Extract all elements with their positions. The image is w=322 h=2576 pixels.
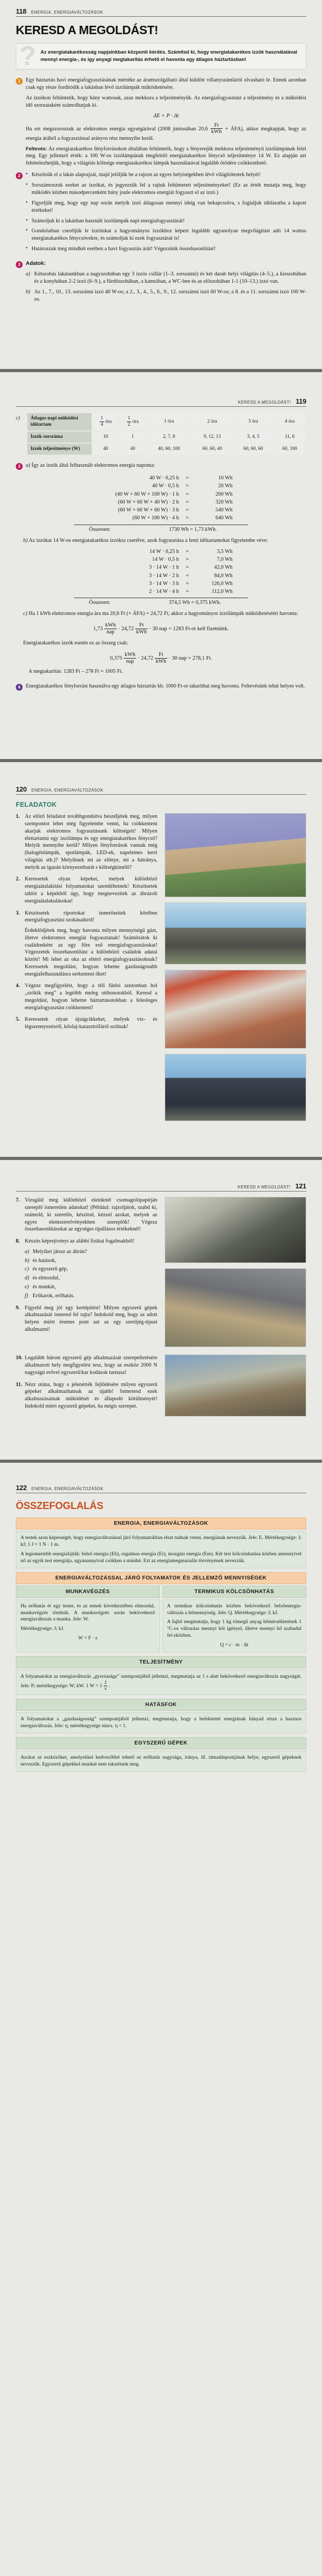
page-119 [0, 372, 322, 762]
cost-incandescent-formula: 1,73 $\frac{\text{kWh}}{\text{nap}}$ · 24,72 $\frac{Ft}{\text{kWh}}$ · 30 nap = 1283 Ft-ot kell fizetnünk. [93, 622, 229, 635]
tasks-right-column [165, 813, 306, 1121]
section-label: KERESD A MEGOLDÁST! [238, 400, 291, 405]
row-header: Átlagos napi működési időtartam [27, 413, 92, 430]
data-heading: Adatok: [26, 261, 46, 266]
header-rule [16, 794, 306, 795]
table-cell: 60, 60, 40 [192, 444, 232, 455]
running-head-121 [0, 1182, 322, 1190]
step-4 [16, 683, 306, 691]
kwh-per-day-fraction: $\frac{\text{kWh}}{\text{nap}}$ [105, 622, 116, 635]
task-item: Készítsetek riportokat ismerőseitek körében energiafogyasztási szokásaikról! Érdeklődjétek meg, hogy havonta milyen mennyiségű gázt, illetve elektromos energiát fogyasztanak! Számítsátok ki családonként az egy főre eső energiafogyasztásukat! Végezzetek összehasonlítást a különböző családok adatai között! Mi lehet az oka az eltérő energiafogyasztásoknak? Keressetek megoldást, hogyan lehetne gazdaságosabb energiafelhasználásra serkenteni őket! [25, 910, 157, 977]
conclusion-text: Energiatakarékos fényforrást használva egy átlagos háztartás kb. 1000 Ft-ot takaríthat meg havonta. Feltevésünk tehát helyes volt. [26, 683, 305, 690]
list-item: • Számoljuk ki a lakásban használt izzólámpák napi energiafogyasztását! [26, 218, 306, 225]
section-label: ENERGIA, ENERGIAVÁLTOZÁSOK [31, 10, 103, 15]
list-item: • Készítsük el a lakás alaprajzát, majd jelöljük be a rajzon az egyes helyiségekben lévő világítótestek helyét! [26, 171, 306, 179]
energy-definition: A testek azon képességét, hogy energiaváltozással járó folyamatokban részt tudnak venni, energiának nevezzük. Jele: E. Mértékegysége: J; kJ; 1 J = 1 N · 1 m. A legismertebb energiafajták: belső energia (Eb), rugalmas energia (Er), mozgási energia (Em). Két test kölcsönhatása közben amennyivel nő az egyik test energiája, ugyanannyival csökken a másiké. Ezt az energiamegmaradás törvényének nevezzük. [16, 1531, 306, 1568]
total-row: Összesen: 374,5 Wh = 0,375 kWh. [89, 600, 221, 606]
task-item: Keressetek olyan újságcikkeket, melyek víz- és légszennyezésről, kőolaj-katasztrófáról szólnak! [25, 1017, 157, 1030]
page-118 [0, 7, 322, 372]
calc-incandescent [16, 474, 306, 532]
table-row [27, 444, 305, 455]
ft-per-kwh-fraction: $\frac{Ft}{\text{kWh}}$ [136, 622, 147, 635]
calc-row: 40 W · 0,5 h = 20 Wh [152, 483, 233, 489]
tasks-two-column [16, 813, 306, 1121]
table-cell: 1 [119, 432, 145, 443]
table-cell: 3, 4, 5 [233, 432, 273, 443]
question-mark-icon: ? [19, 41, 36, 71]
kwh-per-day-fraction: $\frac{\text{kWh}}{\text{nap}}$ [124, 651, 136, 664]
running-head-119 [0, 397, 322, 405]
calc-row: (40 W + 60 W + 100 W) · 1 h = 200 Wh [115, 491, 233, 497]
list-item: • Figyeljük meg, hogy egy nap során melyik izzó átlagosan mennyi ideig van bekapcsolva, s foglaljuk táblázatba a kapott értékeket! [26, 200, 306, 214]
list-item: a) Melyiket játssz az ábrán? [25, 1248, 87, 1255]
table-cell: 10 [93, 432, 118, 443]
efficiency-section [16, 1699, 306, 1733]
running-head-122 [0, 1484, 322, 1492]
ft-per-kwh-fraction: $\frac{Ft}{\text{kWh}}$ [155, 651, 167, 664]
table-cell: 2 óra [192, 413, 232, 430]
heat-formula: Q = c · m · Δt [220, 1641, 249, 1648]
list-item: • Határozzuk meg mindkét esetben a havi fogyasztás árát! Végezzünk összehasonlítást! [26, 245, 306, 253]
list-item: a) Kétszobás lakásunkban a nagyszobában egy 3 izzós csillár (1–3. sorszámú) és két darab helyi világítás (4–5.), a kisszobában és a konyhában 2-2 izzó (6–9.), a fürdőszobában, a kamrában, a WC-ben és az előszobában 1-1 (10–13.) izzó van. [26, 271, 306, 284]
thermal-definition: A termikus kölcsönhatás közben bekövetkező belsőenergia-változás a hőmennyiség. Jele: Q. Mértékegysége: J; kJ. A fajhő megmutatja, hogy 1 kg tömegű anyag hőmérsékletének 1 °C-os változása mennyi hőt igényel, illetve mennyi hő szabadul fel eközben. Q = c · m · Δt [163, 1599, 307, 1653]
data-list [26, 271, 306, 303]
step1-p2: Az izzókon feltüntetik, hogy hány wattosak, azaz mekkora a teljesítményük. Az energiafogyasztást a teljesítmény és a működési idő szorzataként számolhatjuk ki. [26, 95, 306, 108]
assumption-label: Feltevés: [26, 145, 47, 151]
page-number: 121 [295, 1182, 306, 1190]
task-item: Készíts képrejtvényt az alábbi fizikai fogalmakból! a) Melyiket játssz az ábrán? b) és hatások, c) és egyszerű gép, d) és elmozdul, e) és munkát, f) Erőkarok, erőhatás. [16, 1238, 157, 1299]
row-header: Izzók sorszáma [27, 432, 92, 443]
list-item: b) Az 1., 7., 10., 13. sorszámú izzó 40 W-os; a 2., 3., 4., 5., 6., 9., 12. sorszámú izzó 60 W-os; a 8. és a 11. sorszámú izzó 100 W-os. [26, 289, 306, 302]
energy-bar-title: ENERGIA, ENERGIAVÁLTOZÁSOK [16, 1517, 306, 1530]
table-cell: 3 óra [233, 413, 273, 430]
work-title: MUNKAVÉGZÉS [16, 1586, 160, 1598]
process-body-row [16, 1599, 306, 1653]
calc-cfl [16, 548, 306, 606]
list-item: c) és egyszerű gép, [25, 1266, 68, 1272]
result-b-intro: b) Az izzókat 14 W-os energiatakarékos izzókra cserélve, azok fogyasztása a fenti időtartamokat figyelembe véve: [23, 537, 268, 543]
table-row [27, 413, 305, 430]
task-list [16, 813, 157, 1031]
tasks-right-column-121 [165, 1197, 306, 1347]
result-c-intro: c) Ha 1 kWh elektromos energia ára ma 20,6 Ft (+ ÁFA) = 24,72 Ft, akkor a hagyományos izzólámpák működtetéséért havonta: [23, 611, 298, 617]
summary-title: ÖSSZEFOGLALÁS [16, 1501, 104, 1512]
work-formula: W = F · s [78, 1635, 97, 1641]
efficiency-definition: A folyamatokat a „gazdaságosság” szempontjából jellemzi, megmutatja, hogy a befektetett energiának hányad része a hasznos energiaváltozás. Jele: η; mértékegysége nincs. η < 1. [16, 1712, 306, 1733]
task-item: Legalább három egyszerű gép alkalmazását szerepeltetésére alkalmazott hely megfigyelést tesz, hogy az eszköz 2000 N nagyságú erővel egyszerű/kar kodások turnusa! [25, 1355, 157, 1376]
section-label: KERESD A MEGOLDÁST! [237, 1185, 291, 1190]
machines-bar-title: EGYSZERŰ GÉPEK [16, 1737, 306, 1749]
table-cell: 9, 12, 13 [192, 432, 232, 443]
calc-row: 2 · 14 W · 4 h = 112,0 Wh [149, 589, 233, 595]
efficiency-bar-title: HATÁSFOK [16, 1699, 306, 1711]
cost-cfl-intro: Energiatakarékos izzók esetén ez az összeg csak: [23, 640, 128, 646]
tasks-left-column [16, 813, 157, 1121]
feladatok-heading: FELADATOK [16, 801, 57, 809]
step-3 [16, 260, 306, 306]
total-row: Összesen: 1730 Wh = 1,73 kWh. [89, 526, 217, 532]
list-item: f) Erőkarok, erőhatás. [25, 1292, 75, 1299]
task-item: Keressetek olyan képeket, melyek különböző energiaátalakítási folyamatokat szemléltetnek! Készítsetek tablót a képekből úgy, hogy megnevezitek az ábrázolt energiaátalakulásokat! [25, 876, 157, 904]
step-3-results [16, 462, 306, 470]
table-cell: 11, 6 [274, 432, 305, 443]
page-number: 118 [16, 7, 27, 15]
table-cell: 40 [93, 444, 118, 455]
table-cell: $\frac{1}{4}$ óra [93, 413, 118, 430]
wheelbarrow-photo [165, 1354, 306, 1417]
page-120 [0, 762, 322, 1160]
tasks-two-column-121-lower [16, 1354, 306, 1417]
crane-photo [165, 1268, 306, 1347]
list-item: d) és elmozdul, [25, 1275, 60, 1281]
calc-row: 14 W · 0,25 h = 3,5 Wh [149, 548, 233, 555]
tasks-two-column-121 [16, 1197, 306, 1347]
house-insulation-photo [165, 970, 306, 1049]
tasks-left-column-121 [16, 1197, 157, 1347]
table-cell: 40 [119, 444, 145, 455]
calc-row: 3 · 14 W · 3 h = 126,0 Wh [149, 580, 233, 587]
calc-row: (60 W + 60 W + 60 W) · 3 h = 540 Wh [118, 507, 233, 514]
table-cell: 60, 100 [274, 444, 305, 455]
calc-row: (60 W + 100 W) · 4 h = 640 Wh [132, 515, 233, 521]
table-cell: 2, 7, 8 [147, 432, 191, 443]
machines-definition: Azokat az eszközöket, amelyekkel kedvezőbbé tehető az erőhatás nagysága, iránya, ill. támadáspontjának helye, egyszerű gépeknek nevezzük. Egyszerű gépekkel munkát nem takarítunk meg. [16, 1751, 306, 1772]
tasks-right-column-121b [165, 1354, 306, 1417]
calc-row: 40 W · 0,25 h = 10 Wh [149, 475, 233, 481]
joule-per-second-fraction: $\frac{J}{s}$ [104, 1679, 107, 1691]
page-number: 122 [16, 1484, 27, 1492]
cost-cfl-formula: 0,375 $\frac{\text{kWh}}{\text{nap}}$ · 24,72 $\frac{Ft}{\text{kWh}}$ · 30 nap = 278,1 Ft. [109, 651, 212, 664]
task-list-121 [16, 1197, 157, 1333]
task-item: Az előző feladatot továbbgondolva beszéljétek meg, milyen szempontot lehet még figyelembe venni, ha csökkenteni akarjuk elektromos fogyasztásunk költségeit! Milyen élettartamú egy izzólámpa és egy energiatakarékos fénycső? Melyik mennyibe kerül? Milyen fényforrások vannak még (halogénlámpák, spotlámpák, LED-ek, napelemes kerti világítás stb.)? Melyiknek mi az előnye, mi a hátránya, melyik az igazán környezetbarát s költségkímélő? [25, 814, 157, 870]
bicycle-photo [165, 813, 306, 897]
task-sublist [25, 1248, 157, 1300]
section-label: ENERGIA, ENERGIAVÁLTOZÁSOK [31, 1486, 104, 1492]
table-row [27, 432, 305, 443]
step-2 [16, 171, 306, 256]
step-marker: 2 [16, 172, 23, 179]
result-a-intro: a) Így az izzók által felhasznált elektromos energia naponta: [26, 463, 155, 468]
processes-bar-title: ENERGIAVÁLTOZÁSSAL JÁRÓ FOLYAMATOK ÉS JELLEMZŐ MENNYISÉGEK [16, 1572, 306, 1584]
header-rule [16, 16, 306, 17]
step-1 [16, 77, 306, 167]
nail-extraction-photo [165, 1197, 306, 1263]
task-item: Végezz megfigyelést, hogy a téli fűtési szezonban hol „szökik meg” a legtöbb meleg otthonotokból. Keresd a megoldást, hogyan lehetne háztartásotokban a felesleges energiafogyasztást csökkenteni! [25, 983, 157, 1011]
step-marker: 1 [16, 78, 23, 85]
section-label: ENERGIA, ENERGIAVÁLTOZÁSOK [31, 788, 104, 793]
header-rule [16, 1191, 306, 1192]
page-number: 120 [16, 785, 27, 794]
step1-p3: Ha ezt megszorozzuk az elektromos energia egységárával (2008 júniusában 20,6 $\frac{Ft}{\text{kWh}}$ + ÁFA), akkor megkapjuk, hogy az energia árából a fogyasztással arányos rész mennyibe kerül. [26, 122, 306, 141]
list-item: b) és hatások, [25, 1257, 56, 1264]
processes-section [16, 1572, 306, 1653]
question-text: Az energiatakarékosság napjainkban központi kérdés. Számítsd ki, hogy energiatakarékos izzók használatával mennyi energia-, és így anyagi megtakarítás érhető el havonta egy átlagos háztartásban! [41, 49, 297, 63]
table-cell: 60, 60, 60 [233, 444, 273, 455]
power-definition: A folyamatokat az energiaváltozás „gyorsasága” szempontjából jellemzi, megmutatja az 1 s alatt bekövetkező energiaváltozás nagyságát. Jele: P; mértékegysége: W; kW. 1 W = 1 $\frac{J}{s}$ . [16, 1670, 306, 1696]
step2-list [26, 171, 306, 253]
task-item: Vizsgáld meg különböző eleinknél csomagolópapírján szereplő ismeretlen adatokat! (Például: rajzoljátok, szabd ki, számold, ki szerelős, készítsd, kézzel azokat, melyek az egyes elemszerelvényekben szereplők! Végezz összehasonlításokat az egységes típállásos értékeknél! [25, 1197, 157, 1233]
thermal-title: TERMIKUS KÖLCSÖNHATÁS [163, 1586, 307, 1598]
task-list-121b [16, 1354, 157, 1410]
table-cell: 4 óra [274, 413, 305, 430]
list-item: e) és munkát, [25, 1284, 56, 1290]
tasks-left-column-121b [16, 1354, 157, 1417]
energy-section [16, 1517, 306, 1568]
step1-assumption: Feltevés: Az energiatakarékos fényforrásokon általában feltüntetik, hogy a fényerejük mekkora teljesítményű izzólámpának felel meg. Egy jellemző érték: a 100 W-os izzólámpának megfelelő energiatakarékos fénycső teljesítménye 14 W. Ez alapján azt feltételezhetjük, hogy a világítás költsége energiatakarékos lámpák használatával legalább ötödére csökkenthető. [26, 145, 306, 167]
machines-section [16, 1737, 306, 1772]
saving-line: A megtakarítás: 1283 Ft – 278 Ft = 1005 Ft. [28, 669, 123, 675]
table-cell: 1 óra [147, 413, 191, 430]
task-item: Nézz utána, hogy a jelenérték fejlődésére milyen egyszerű gépeket alkalmazhatnak az újabb! Ismertesd ezek alkalmazásainak működését és állapodó körülményét! Indokold miért egyszerű gépeket, ha mégis szerepet. [25, 1381, 157, 1409]
question-callout [16, 43, 306, 69]
step-marker: 4 [16, 684, 23, 691]
row-header: Izzók teljesítménye (W) [27, 444, 92, 455]
lamp-schedule-table-wrap [16, 412, 306, 456]
calc-row: 3 · 14 W · 2 h = 84,0 Wh [149, 572, 233, 579]
power-bar-title: TELJESÍTMÉNY [16, 1656, 306, 1668]
lamp-schedule-table [26, 412, 306, 456]
power-section [16, 1656, 306, 1696]
running-head-120 [0, 785, 322, 793]
page-121 [0, 1160, 322, 1463]
list-item: • Sorszámozzuk ezeket az izzókat, és jegyezzük fel a rajtuk feltüntetett teljesítményeket! (Ez az érték mutatja meg, hogy működés közben másodpercenként hány joule elektromos energiát fogyaszt el az izzó.) [26, 182, 306, 197]
roof-solar-collector-photo [165, 1054, 306, 1121]
table-cell: $\frac{1}{2}$ óra [119, 413, 145, 430]
process-title-row [16, 1586, 306, 1598]
page-122 [0, 1463, 322, 1789]
step1-p1: Egy háztartás havi energiafogyasztásának mértéke az áramszolgáltató által küldött villanyszámláról olvasható le. Ennek azonban csak egy része fordítódik a lakásban lévő izzólámpák működtetésére. [26, 77, 306, 90]
table-case-label: c) [16, 415, 20, 422]
step-marker: 3 [16, 463, 23, 470]
work-definition: Ha erőhatás ér egy testet, és az ennek következtében elmozdul, munkavégzés történik. A munkavégzés során bekövetkező energiaváltozás a munka. Jele: W. Mértékegysége: J; kJ. W = F · s [16, 1599, 160, 1653]
task-item: Figyeld meg jól egy kertépítést! Milyen egyszerű gépek alkalmazását ismered fel rajta? Indokold meg, hogy az adott helyen miért éremes pont azt az egy szerűjég-típust alkalmazni! [25, 1305, 157, 1332]
table-cell: 40, 60, 100 [147, 444, 191, 455]
price-unit-fraction: $\frac{Ft}{\text{kWh}}$ [211, 122, 222, 135]
list-item: • Gondolatban cseréljük le izzóinkat a hagyományos izzókhoz képest legalább ugyanolyan megvilágítást adó 14 wattos energiatakarékos fénycsövekre, és számoljuk ki ezek fogyasztását is! [26, 228, 306, 242]
calc-row: 3 · 14 W · 1 h = 42,0 Wh [149, 565, 233, 571]
solar-panel-photo [165, 902, 306, 964]
calc-row: (60 W + 60 W + 40 W) · 2 h = 320 Wh [118, 499, 233, 505]
page-number: 119 [295, 397, 306, 406]
calc-row: 14 W · 0,5 h = 7,0 Wh [152, 556, 233, 562]
running-head-118 [0, 7, 322, 15]
formula-energy: ΔE = P · Δt [153, 112, 179, 119]
step-marker: 3 [16, 261, 23, 268]
page-title: KERESD A MEGOLDÁST! [16, 23, 158, 37]
